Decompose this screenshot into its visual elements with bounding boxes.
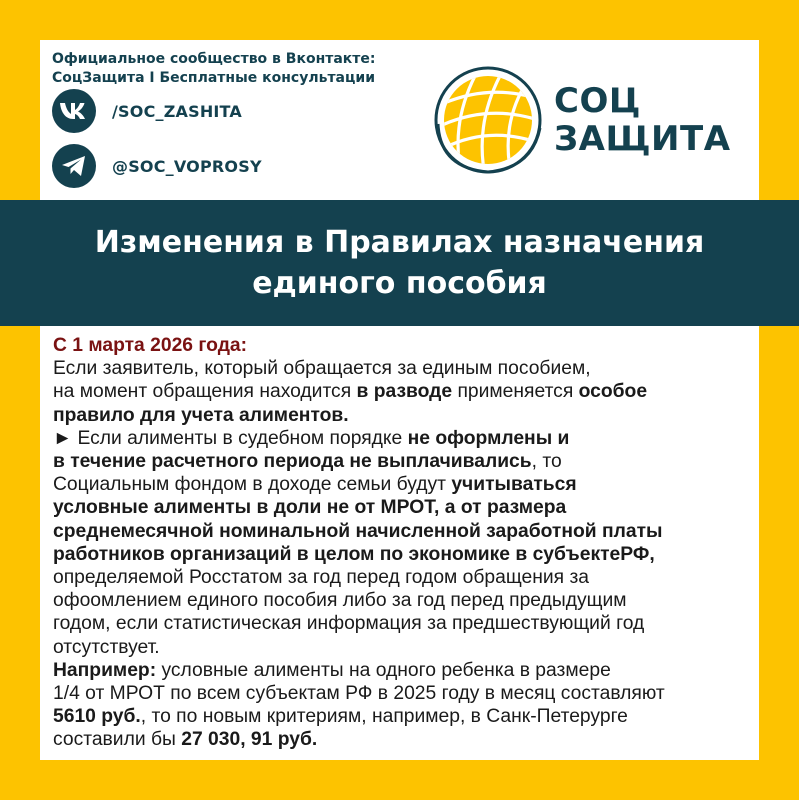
header-card (40, 40, 759, 200)
vk-link[interactable] (52, 89, 242, 133)
text-line (53, 659, 753, 682)
text-segment: Социальным фондом в доходе семьи будут (53, 474, 452, 496)
bold-segment: правило для учета алиментов. (53, 404, 349, 426)
text-segment: условные алименты на одного ребенка в размере (156, 659, 611, 681)
bold-segment: 27 030, 91 руб. (181, 729, 318, 751)
bold-segment: среднемесячной номинальной начисленной заработной платы (53, 520, 663, 542)
text-line (53, 728, 753, 751)
text-line (53, 496, 753, 519)
logo-wordmark (554, 82, 731, 158)
vk-handle: /SOC_ZASHITA (112, 101, 243, 121)
bold-segment: особое (578, 381, 648, 403)
text-line (53, 380, 753, 403)
text-line: офоомлением единого пособия либо за год перед предыдущим (53, 590, 627, 612)
text-line (53, 450, 753, 473)
soc-zashchita-logo (432, 64, 731, 176)
text-line (53, 543, 753, 566)
telegram-handle: @SOC_VOPROSY (112, 156, 262, 176)
text-line (53, 520, 753, 543)
telegram-icon (52, 144, 96, 188)
date-heading: С 1 марта 2026 года: (53, 335, 248, 356)
text-segment: на момент обращения находится (53, 381, 357, 403)
community-caption (52, 50, 376, 88)
bold-segment: Например: (53, 659, 157, 681)
article-text (53, 334, 753, 752)
text-line (53, 705, 753, 728)
telegram-link[interactable] (52, 144, 262, 188)
text-line: определяемой Росстатом за год перед годом обращения за (53, 567, 590, 589)
text-line: годом, если статистическая информация за предшествующий год (53, 613, 645, 635)
bold-segment: 5610 руб. (53, 706, 141, 728)
text-line: 1/4 от МРОТ по всем субъектам РФ в 2025 году в месяц составляют (53, 683, 665, 705)
logo-line-1: СОЦ (554, 81, 641, 121)
title-line-1: Изменения в Правилах назначения (94, 225, 705, 260)
text-line (53, 404, 753, 427)
globe-logo-icon (432, 64, 544, 176)
bold-segment: в разводе (356, 381, 453, 403)
bold-segment: в течение расчетного периода не выплачивались (53, 451, 532, 473)
text-segment: ► Если алименты в судебном порядке (53, 427, 408, 449)
community-line-1: Официальное сообщество в Вконтакте: (52, 51, 376, 67)
vk-icon (52, 89, 96, 133)
community-line-2: СоцЗащита I Бесплатные консультации (52, 70, 376, 86)
title-line-2: единого пособия (252, 266, 547, 301)
text-line: отсутствует. (53, 636, 160, 658)
text-segment: , то по новым критериям, например, в Санк-Петерурге (140, 706, 628, 728)
bold-segment: не оформлены и (407, 427, 570, 449)
text-segment: применяется (452, 381, 579, 403)
text-line (53, 427, 753, 450)
text-segment: составили бы (53, 729, 182, 751)
text-line: Если заявитель, который обращается за единым пособием, (53, 358, 591, 380)
bold-segment: учитываться (451, 474, 577, 496)
logo-line-2: ЗАЩИТА (554, 119, 731, 159)
bold-segment: работников организаций в целом по экономике в субъектеРФ, (53, 543, 655, 565)
text-segment: , то (531, 451, 562, 473)
title-banner (0, 200, 799, 326)
bold-segment: условные алименты в доли не от МРОТ, а от размера (53, 497, 567, 519)
text-line (53, 473, 753, 496)
body-card (40, 326, 759, 760)
